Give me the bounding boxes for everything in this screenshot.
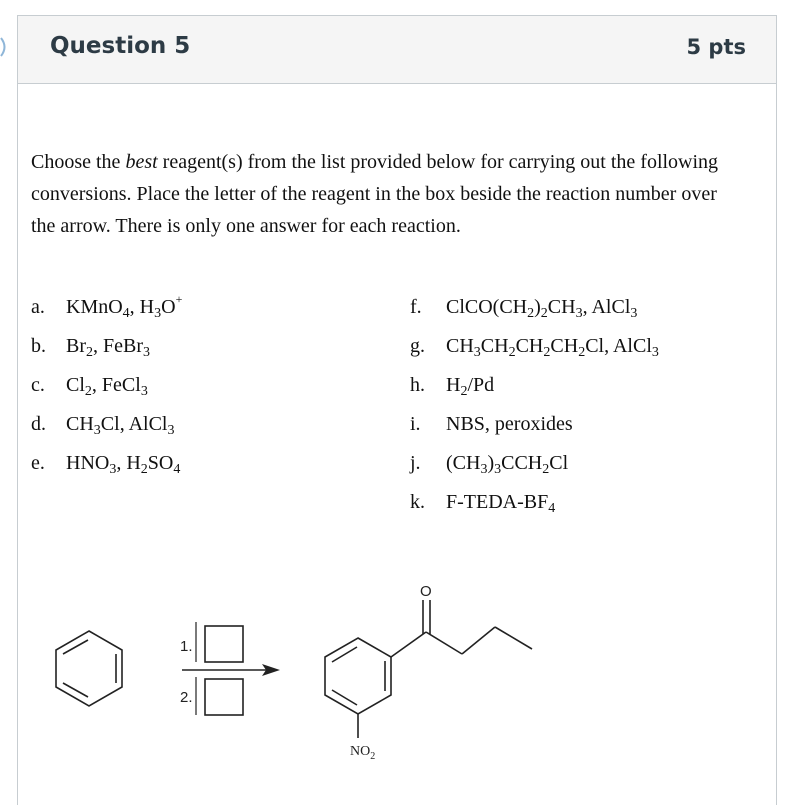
- question-instructions: [31, 146, 731, 242]
- reaction-arrow: [182, 664, 280, 676]
- step-1-answer-box[interactable]: [205, 626, 243, 662]
- question-points: 5 pts: [686, 35, 746, 59]
- reagent-item: [31, 335, 182, 374]
- nitro-group-label: $NO_2$: [350, 744, 376, 762]
- benzene-structure: [56, 631, 122, 706]
- reagent-letter: a.: [31, 296, 45, 318]
- reagent-letter: d.: [31, 413, 46, 435]
- reagent-item: [410, 335, 659, 374]
- reagent-letter: f.: [410, 296, 422, 318]
- reagent-item: [31, 374, 182, 413]
- reagent-letter: i.: [410, 413, 421, 435]
- reagent-formula: $(CH_3)_3CCH_2Cl$: [446, 452, 569, 477]
- reagent-item: [31, 413, 182, 452]
- reagent-formula: $Cl_2$, FeCl$_3$: [66, 374, 148, 399]
- instructions-emphasis: best: [125, 151, 158, 173]
- reagent-item: [410, 452, 659, 491]
- reagent-item: [31, 292, 183, 335]
- instructions-text-2: reagent(s) from the list provided below for carrying out the following conversions. Place the letter of the reagent in the box beside the reaction number over the arrow. There is only one answer for each reaction.: [31, 151, 719, 237]
- previous-question-icon[interactable]: [0, 36, 10, 58]
- product-structure: [325, 600, 532, 738]
- reagent-letter: h.: [410, 374, 425, 396]
- carbonyl-oxygen-label: O: [420, 583, 432, 600]
- step-1-label: 1.: [180, 638, 193, 655]
- reaction-scheme: [0, 570, 794, 790]
- question-title: Question 5: [50, 33, 191, 59]
- question-header: [18, 16, 776, 84]
- reagent-item: [410, 374, 659, 413]
- reagent-formula: NBS, peroxides: [446, 413, 573, 435]
- reagent-list-right: [410, 296, 659, 530]
- reagent-formula: KMnO$_4$, $H_3O^+$: [66, 292, 183, 321]
- reagent-item: [410, 413, 659, 452]
- reagent-letter: j.: [410, 452, 421, 474]
- reagent-letter: e.: [31, 452, 45, 474]
- reagent-formula: $Br_2$, FeBr$_3$: [66, 335, 150, 360]
- reagent-formula: $H_2/Pd$: [446, 374, 495, 399]
- step-2-label: 2.: [180, 689, 193, 706]
- step-2-answer-box[interactable]: [205, 679, 243, 715]
- reagent-item: [31, 452, 182, 491]
- reagent-item: [410, 296, 659, 335]
- reagent-formula: $HNO_3$, $H_2SO_4$: [66, 452, 181, 477]
- reagent-letter: g.: [410, 335, 425, 357]
- instructions-text-1: Choose the: [31, 151, 126, 173]
- reagent-formula: $CH_3Cl$, AlCl$_3$: [66, 413, 175, 438]
- reagent-formula: $CH_3CH_2CH_2CH_2Cl$, AlCl$_3$: [446, 335, 659, 360]
- reagent-letter: k.: [410, 491, 425, 513]
- reagent-formula: $ClCO(CH_2)_2CH_3$, AlCl$_3$: [446, 296, 638, 321]
- reagent-letter: b.: [31, 335, 46, 357]
- reagent-letter: c.: [31, 374, 45, 396]
- reagent-item: [410, 491, 659, 530]
- reagent-list-left: [31, 292, 183, 491]
- reagent-formula: $F-TEDA-BF_4$: [446, 491, 556, 516]
